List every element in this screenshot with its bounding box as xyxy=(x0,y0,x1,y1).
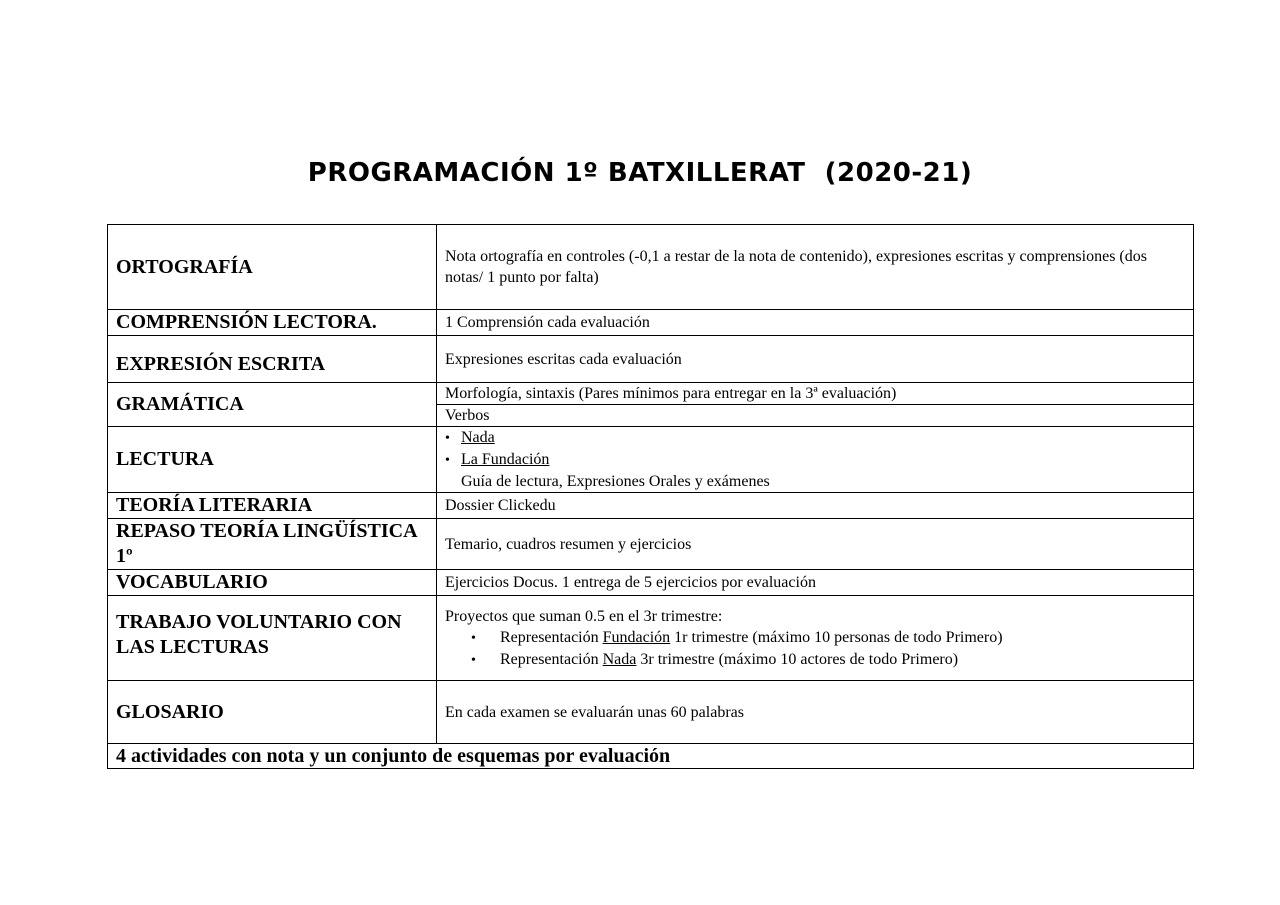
trabajo-intro: Proyectos que suman 0.5 en el 3r trimestre: xyxy=(445,608,723,625)
footer-summary: 4 actividades con nota y un conjunto de esquemas por evaluación xyxy=(108,744,1194,769)
table-row xyxy=(108,383,1194,405)
label-ortografia: ORTOGRAFÍA xyxy=(108,225,437,310)
trabajo-item-text: Representación xyxy=(500,651,603,668)
value-glosario: En cada examen se evaluarán unas 60 palabras xyxy=(437,681,1194,744)
label-teoria: TEORÍA LITERARIA xyxy=(108,493,437,519)
table-row xyxy=(108,310,1194,336)
table-row xyxy=(108,519,1194,570)
lectura-note: Guía de lectura, Expresiones Orales y exámenes xyxy=(461,473,770,490)
label-gramatica: GRAMÁTICA xyxy=(108,383,437,427)
table-row xyxy=(108,570,1194,596)
list-item xyxy=(445,427,1185,449)
list-item xyxy=(445,649,1185,671)
value-expresion: Expresiones escritas cada evaluación xyxy=(437,336,1194,383)
programming-table xyxy=(107,224,1194,769)
trabajo-item-1 xyxy=(500,627,1003,648)
label-comprension: COMPRENSIÓN LECTORA. xyxy=(108,310,437,336)
table-row xyxy=(108,427,1194,493)
trabajo-item-text: 3r trimestre (máximo 10 actores de todo Primero) xyxy=(636,651,959,668)
bullet-icon: • xyxy=(471,653,476,668)
book-link-fundacion[interactable]: La Fundación xyxy=(461,451,550,468)
trabajo-item-text: Representación xyxy=(500,629,603,646)
bullet-icon: • xyxy=(445,453,450,468)
table-row xyxy=(108,681,1194,744)
table-row xyxy=(108,493,1194,519)
list-item xyxy=(445,627,1185,649)
label-trabajo: TRABAJO VOLUNTARIO CON LAS LECTURAS xyxy=(108,596,437,681)
trabajo-item-text: 1r trimestre (máximo 10 personas de todo Primero) xyxy=(670,629,1003,646)
table-row xyxy=(108,744,1194,769)
bullet-icon: • xyxy=(471,631,476,646)
label-glosario: GLOSARIO xyxy=(108,681,437,744)
label-expresion: EXPRESIÓN ESCRITA xyxy=(108,336,437,383)
value-repaso: Temario, cuadros resumen y ejercicios xyxy=(437,519,1194,570)
book-link-nada[interactable]: Nada xyxy=(602,651,637,668)
label-repaso: REPASO TEORÍA LINGÜÍSTICA 1º xyxy=(108,519,437,570)
value-vocabulario: Ejercicios Docus. 1 entrega de 5 ejercicios por evaluación xyxy=(437,570,1194,596)
value-teoria: Dossier Clickedu xyxy=(437,493,1194,519)
value-gramatica-2: Verbos xyxy=(437,405,1194,427)
value-comprension: 1 Comprensión cada evaluación xyxy=(437,310,1194,336)
book-link-fundacion[interactable]: Fundación xyxy=(602,629,671,646)
value-trabajo xyxy=(437,596,1194,681)
table-row xyxy=(108,596,1194,681)
trabajo-item-2 xyxy=(500,649,958,670)
value-ortografia: Nota ortografía en controles (-0,1 a restar de la nota de contenido), expresiones escritas y comprensiones (dos notas/ 1 punto por falta) xyxy=(437,225,1194,310)
table-row xyxy=(108,336,1194,383)
value-gramatica-1: Morfología, sintaxis (Pares mínimos para entregar en la 3ª evaluación) xyxy=(437,383,1194,405)
page-title: PROGRAMACIÓN 1º BATXILLERAT (2020-21) xyxy=(307,158,973,188)
list-item xyxy=(445,449,1185,471)
bullet-icon: • xyxy=(445,431,450,446)
book-link-nada[interactable]: Nada xyxy=(461,429,495,446)
value-lectura xyxy=(437,427,1194,493)
label-vocabulario: VOCABULARIO xyxy=(108,570,437,596)
label-lectura: LECTURA xyxy=(108,427,437,493)
table-row xyxy=(108,225,1194,310)
